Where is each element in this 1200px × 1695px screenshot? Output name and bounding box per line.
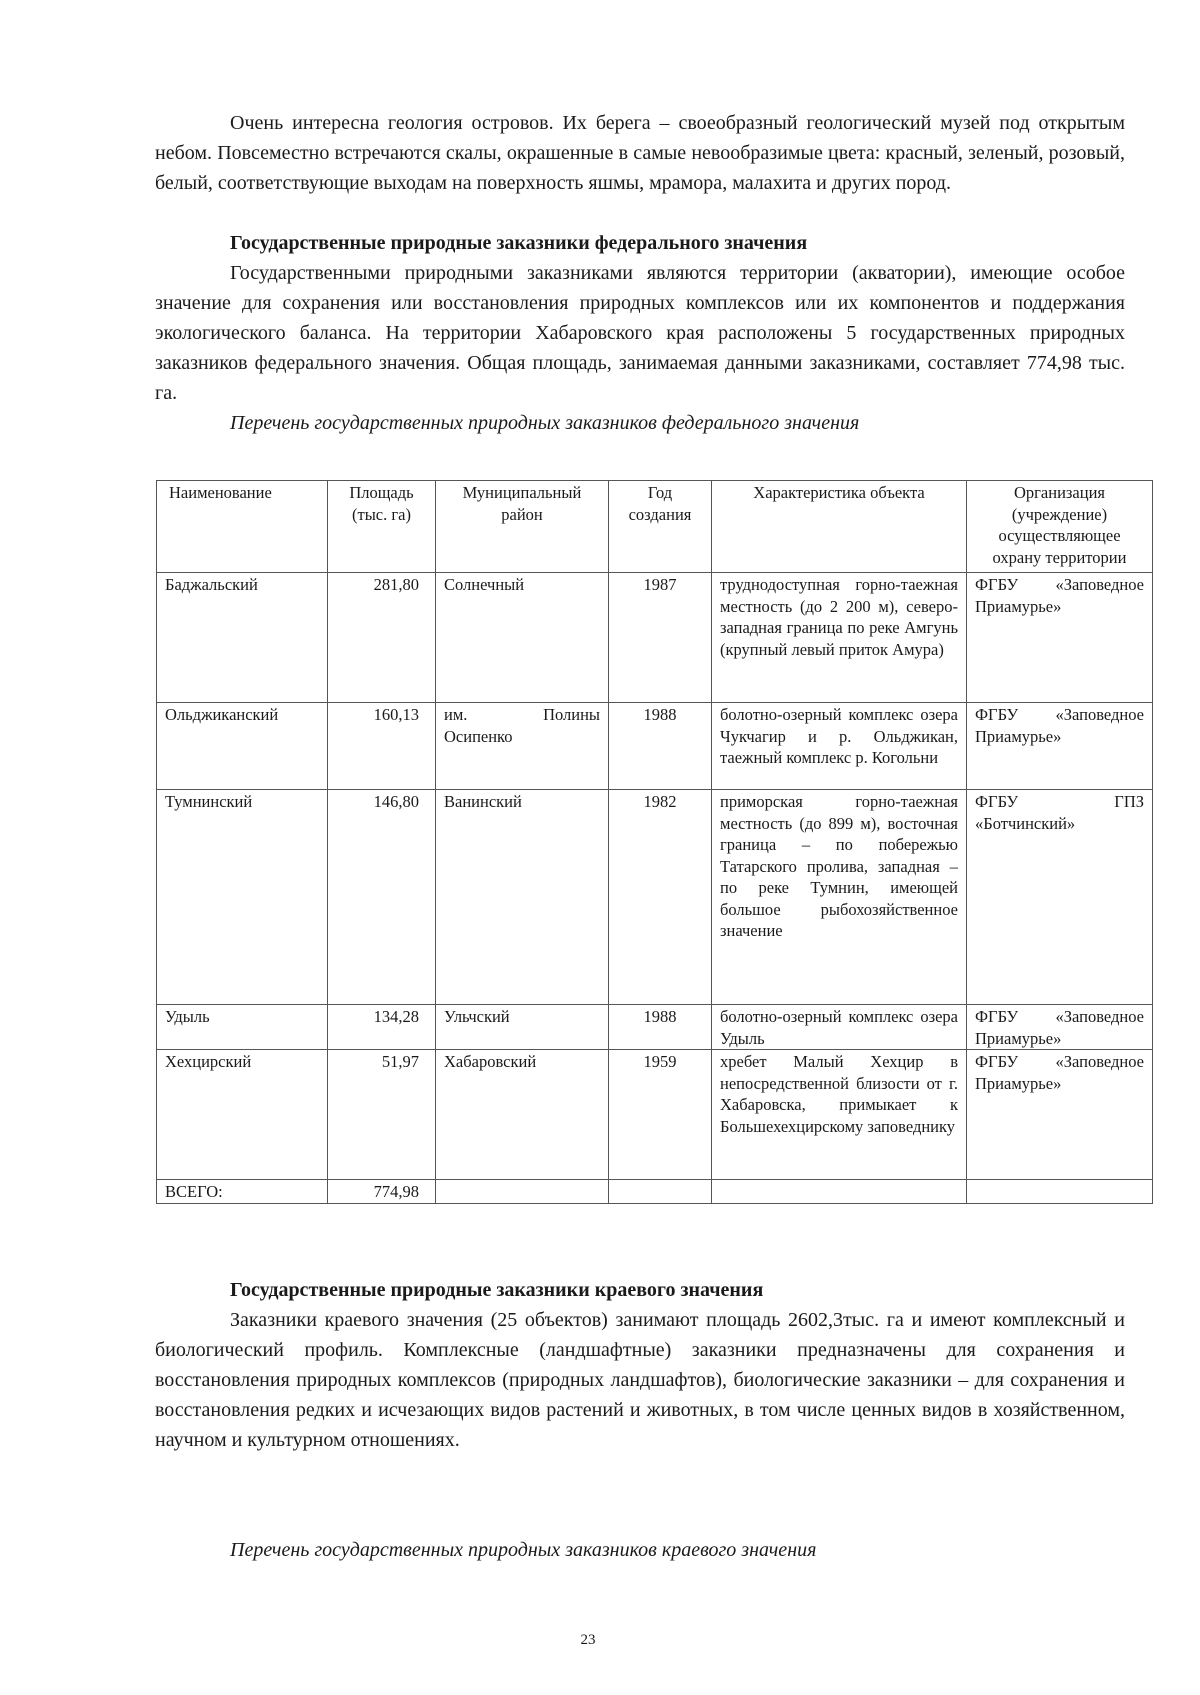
table-row bbox=[157, 1050, 1153, 1180]
regional-reserves-heading: Государственные природные заказники краевого значения bbox=[230, 1279, 764, 1301]
cell-characteristic: хребет Малый Хехцир в непосредственной близости от г. Хабаровска, примыкает к Большехехцирскому заповеднику bbox=[712, 1050, 967, 1180]
cell-organization: ФГБУ «Заповедное Приамурье» bbox=[967, 703, 1153, 790]
total-empty-cell bbox=[712, 1180, 967, 1204]
cell-characteristic: болотно-озерный комплекс озера Чукчагир и р. Ольджикан, таежный комплекс р. Когольни bbox=[712, 703, 967, 790]
header-district: Муниципальный район bbox=[436, 481, 609, 573]
cell-name: Удыль bbox=[157, 1005, 328, 1050]
cell-name: Ольджиканский bbox=[157, 703, 328, 790]
federal-table-caption: Перечень государственных природных заказников федерального значения bbox=[230, 412, 860, 434]
cell-district: Ванинский bbox=[436, 790, 609, 1005]
federal-reserves-heading: Государственные природные заказники федерального значения bbox=[230, 232, 808, 254]
total-empty-cell bbox=[436, 1180, 609, 1204]
table-total-row bbox=[157, 1180, 1153, 1204]
table-row bbox=[157, 790, 1153, 1005]
cell-area: 134,28 bbox=[328, 1005, 436, 1050]
intro-paragraph: Очень интересна геология островов. Их берега – своеобразный геологический музей под открытым небом. Повсеместно встречаются скалы, окрашенные в самые невообразимые цвета: красный, зеленый, розовый, белый, соответствующие выходам на поверхность яшмы, мрамора, малахита и других пород. bbox=[155, 112, 1125, 194]
cell-organization: ФГБУ «Заповедное Приамурье» bbox=[967, 1050, 1153, 1180]
table-row bbox=[157, 1005, 1153, 1050]
cell-characteristic: болотно-озерный комплекс озера Удыль bbox=[712, 1005, 967, 1050]
cell-year: 1987 bbox=[609, 573, 712, 703]
cell-district: Ульчский bbox=[436, 1005, 609, 1050]
table-body bbox=[157, 573, 1153, 1204]
cell-characteristic: приморская горно-таежная местность (до 899 м), восточная граница – по побережью Татарского пролива, западная – по реке Тумнин, имеющей большое рыбохозяйственное значение bbox=[712, 790, 967, 1005]
cell-organization: ФГБУ «Заповедное Приамурье» bbox=[967, 1005, 1153, 1050]
federal-reserves-paragraph: Государственными природными заказниками являются территории (акватории), имеющие особое значение для сохранения или восстановления природных комплексов или их компонентов и поддержания экологического баланса. На территории Хабаровского края расположены 5 государственных природных заказников федерального значения. Общая площадь, занимаемая данными заказниками, составляет 774,98 тыс. га. bbox=[155, 262, 1125, 404]
regional-table-caption: Перечень государственных природных заказников краевого значения bbox=[230, 1539, 817, 1561]
regional-reserves-paragraph: Заказники краевого значения (25 объектов) занимают площадь 2602,3тыс. га и имеют комплексный и биологический профиль. Комплексные (ландшафтные) заказники предназначены для сохранения и восстановления природных комплексов (природных ландшафтов), биологические заказники – для сохранения и восстановления редких и исчезающих видов растений и животных, в том числе ценных видов в хозяйственном, научном и культурном отношениях. bbox=[155, 1309, 1125, 1451]
cell-organization: ФГБУ ГПЗ «Ботчинский» bbox=[967, 790, 1153, 1005]
cell-name: Баджальский bbox=[157, 573, 328, 703]
header-name: Наименование bbox=[157, 481, 328, 573]
cell-year: 1988 bbox=[609, 1005, 712, 1050]
cell-area: 51,97 bbox=[328, 1050, 436, 1180]
table-row bbox=[157, 703, 1153, 790]
header-characteristic: Характеристика объекта bbox=[712, 481, 967, 573]
total-empty-cell bbox=[609, 1180, 712, 1204]
table-row bbox=[157, 573, 1153, 703]
cell-year: 1959 bbox=[609, 1050, 712, 1180]
federal-reserves-table bbox=[156, 480, 1153, 1204]
cell-district: Хабаровский bbox=[436, 1050, 609, 1180]
cell-area: 281,80 bbox=[328, 573, 436, 703]
total-label: ВСЕГО: bbox=[157, 1180, 328, 1204]
cell-name: Хехцирский bbox=[157, 1050, 328, 1180]
page-number: 23 bbox=[580, 1632, 596, 1648]
cell-year: 1982 bbox=[609, 790, 712, 1005]
header-organization: Организация (учреждение) осуществляющее охрану территории bbox=[967, 481, 1153, 573]
cell-area: 146,80 bbox=[328, 790, 436, 1005]
cell-year: 1988 bbox=[609, 703, 712, 790]
cell-organization: ФГБУ «Заповедное Приамурье» bbox=[967, 573, 1153, 703]
header-year: Год создания bbox=[609, 481, 712, 573]
total-area: 774,98 bbox=[328, 1180, 436, 1204]
total-empty-cell bbox=[967, 1180, 1153, 1204]
cell-characteristic: труднодоступная горно-таежная местность (до 2 200 м), северо-западная граница по реке Амгунь (крупный левый приток Амура) bbox=[712, 573, 967, 703]
cell-area: 160,13 bbox=[328, 703, 436, 790]
cell-district: Солнечный bbox=[436, 573, 609, 703]
cell-name: Тумнинский bbox=[157, 790, 328, 1005]
header-area: Площадь (тыс. га) bbox=[328, 481, 436, 573]
table-header-row bbox=[157, 481, 1153, 573]
cell-district: им. Полины Осипенко bbox=[436, 703, 609, 790]
